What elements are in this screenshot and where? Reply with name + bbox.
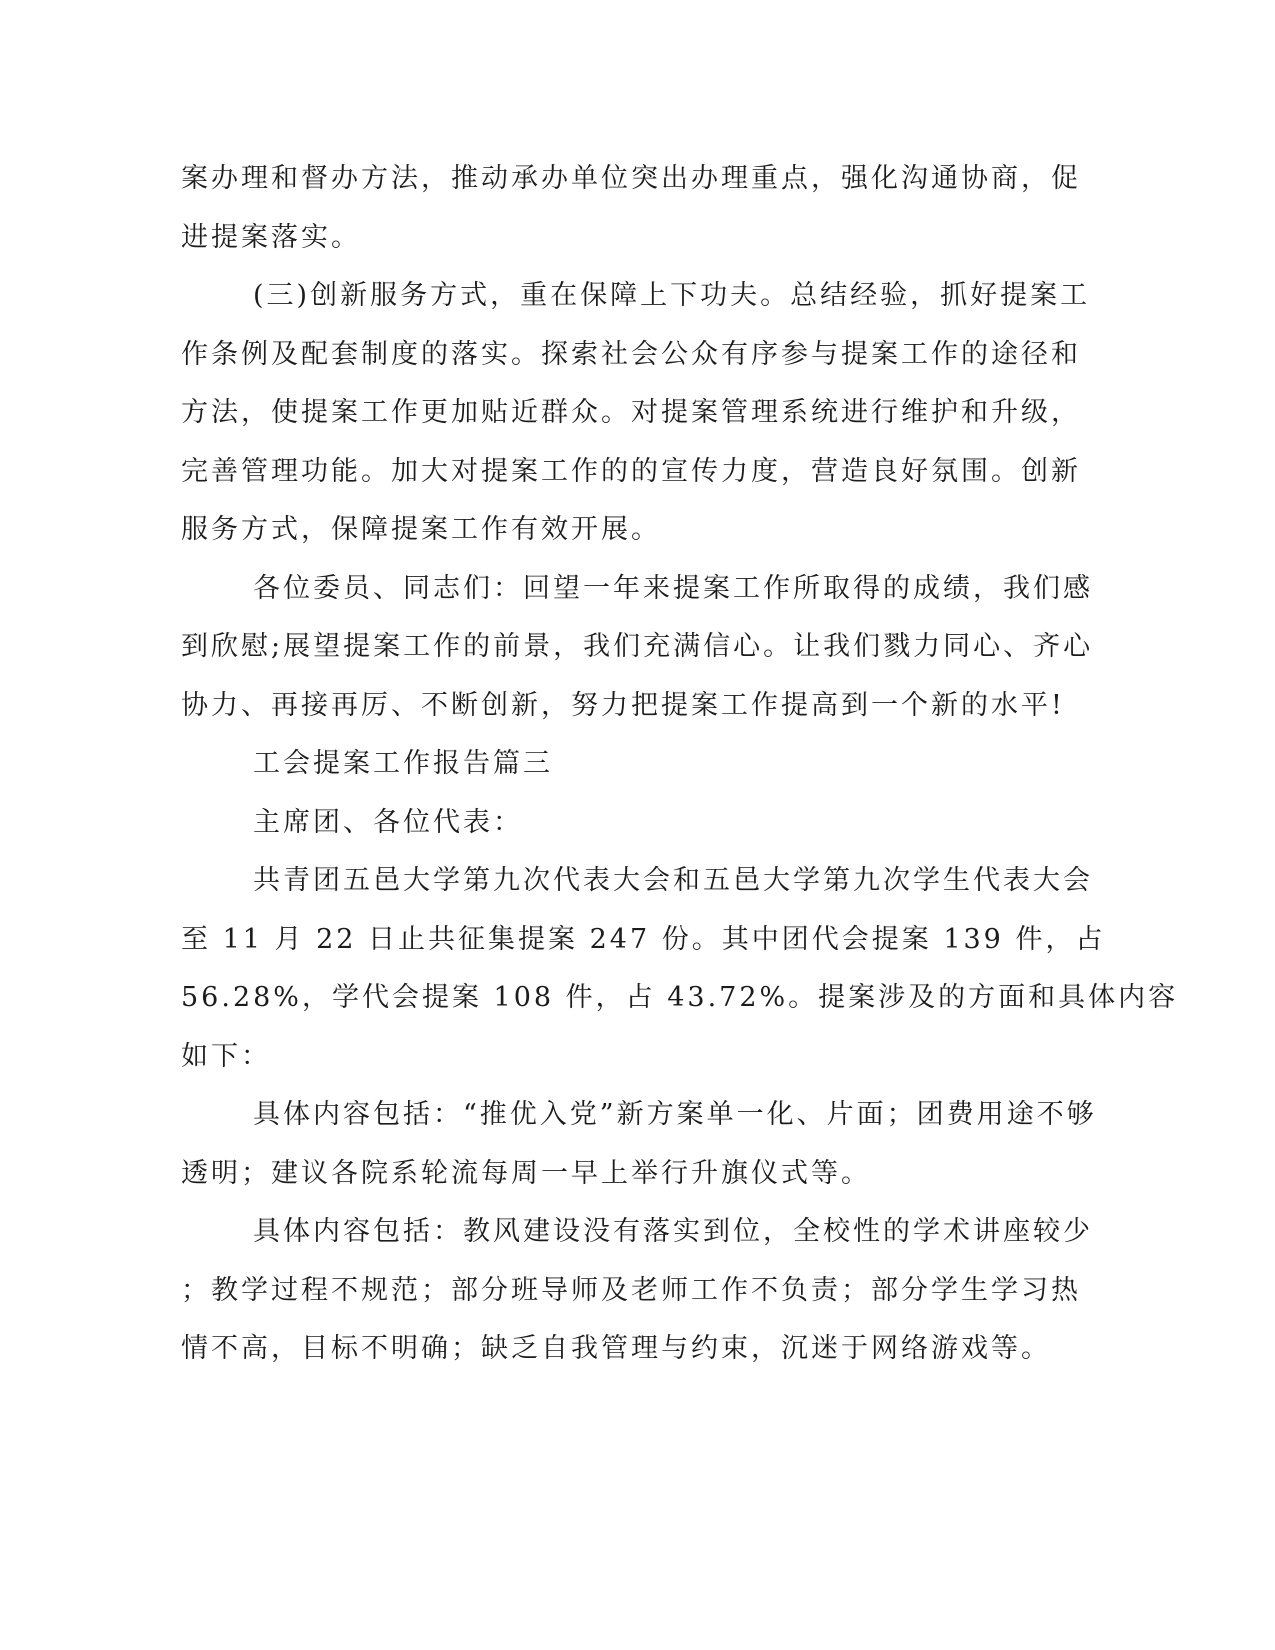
text-line: 情不高，目标不明确；缺乏自我管理与约束，沉迷于网络游戏等。 (181, 1333, 1051, 1364)
section-heading: 工会提案工作报告篇三 (253, 748, 553, 779)
text-line: 56.28%，学代会提案 108 件，占 43.72%。提案涉及的方面和具体内容 (181, 982, 1179, 1013)
paragraph-start-line: (三)创新服务方式，重在保障上下功夫。总结经验，抓好提案工 (253, 280, 1091, 311)
paragraph-start-line: 共青团五邑大学第九次代表大会和五邑大学第九次学生代表大会 (253, 865, 1093, 896)
text-line: 至 11 月 22 日止共征集提案 247 份。其中团代会提案 139 件，占 (181, 923, 1106, 955)
document-body (181, 150, 1179, 1379)
text-line: 作条例及配套制度的落实。探索社会公众有序参与提案工作的途径和 (181, 338, 1081, 370)
text-line: 进提案落实。 (181, 221, 361, 253)
salutation-line: 主席团、各位代表： (253, 806, 523, 838)
text-line: ；教学过程不规范；部分班导师及老师工作不负责；部分学生学习热 (181, 1274, 1081, 1306)
text-line: 到欣慰;展望提案工作的前景，我们充满信心。让我们戮力同心、齐心 (181, 631, 1094, 662)
text-line: 透明；建议各院系轮流每周一早上举行升旗仪式等。 (181, 1157, 871, 1189)
paragraph-start-line: 各位委员、同志们：回望一年来提案工作所取得的成绩，我们感 (253, 572, 1093, 604)
paragraph-start-line: 具体内容包括：教风建设没有落实到位，全校性的学术讲座较少 (253, 1216, 1093, 1247)
text-line: 方法，使提案工作更加贴近群众。对提案管理系统进行维护和升级， (181, 397, 1081, 428)
text-line: 协力、再接再厉、不断创新，努力把提案工作提高到一个新的水平! (181, 689, 1065, 721)
paragraph-start-line: 具体内容包括：“推优入党”新方案单一化、片面；团费用途不够 (253, 1099, 1097, 1130)
text-line: 完善管理功能。加大对提案工作的的宣传力度，营造良好氛围。创新 (181, 455, 1081, 487)
text-line: 服务方式，保障提案工作有效开展。 (181, 514, 661, 545)
text-line: 案办理和督办方法，推动承办单位突出办理重点，强化沟通协商，促 (181, 163, 1081, 194)
text-line: 如下： (181, 1040, 271, 1072)
